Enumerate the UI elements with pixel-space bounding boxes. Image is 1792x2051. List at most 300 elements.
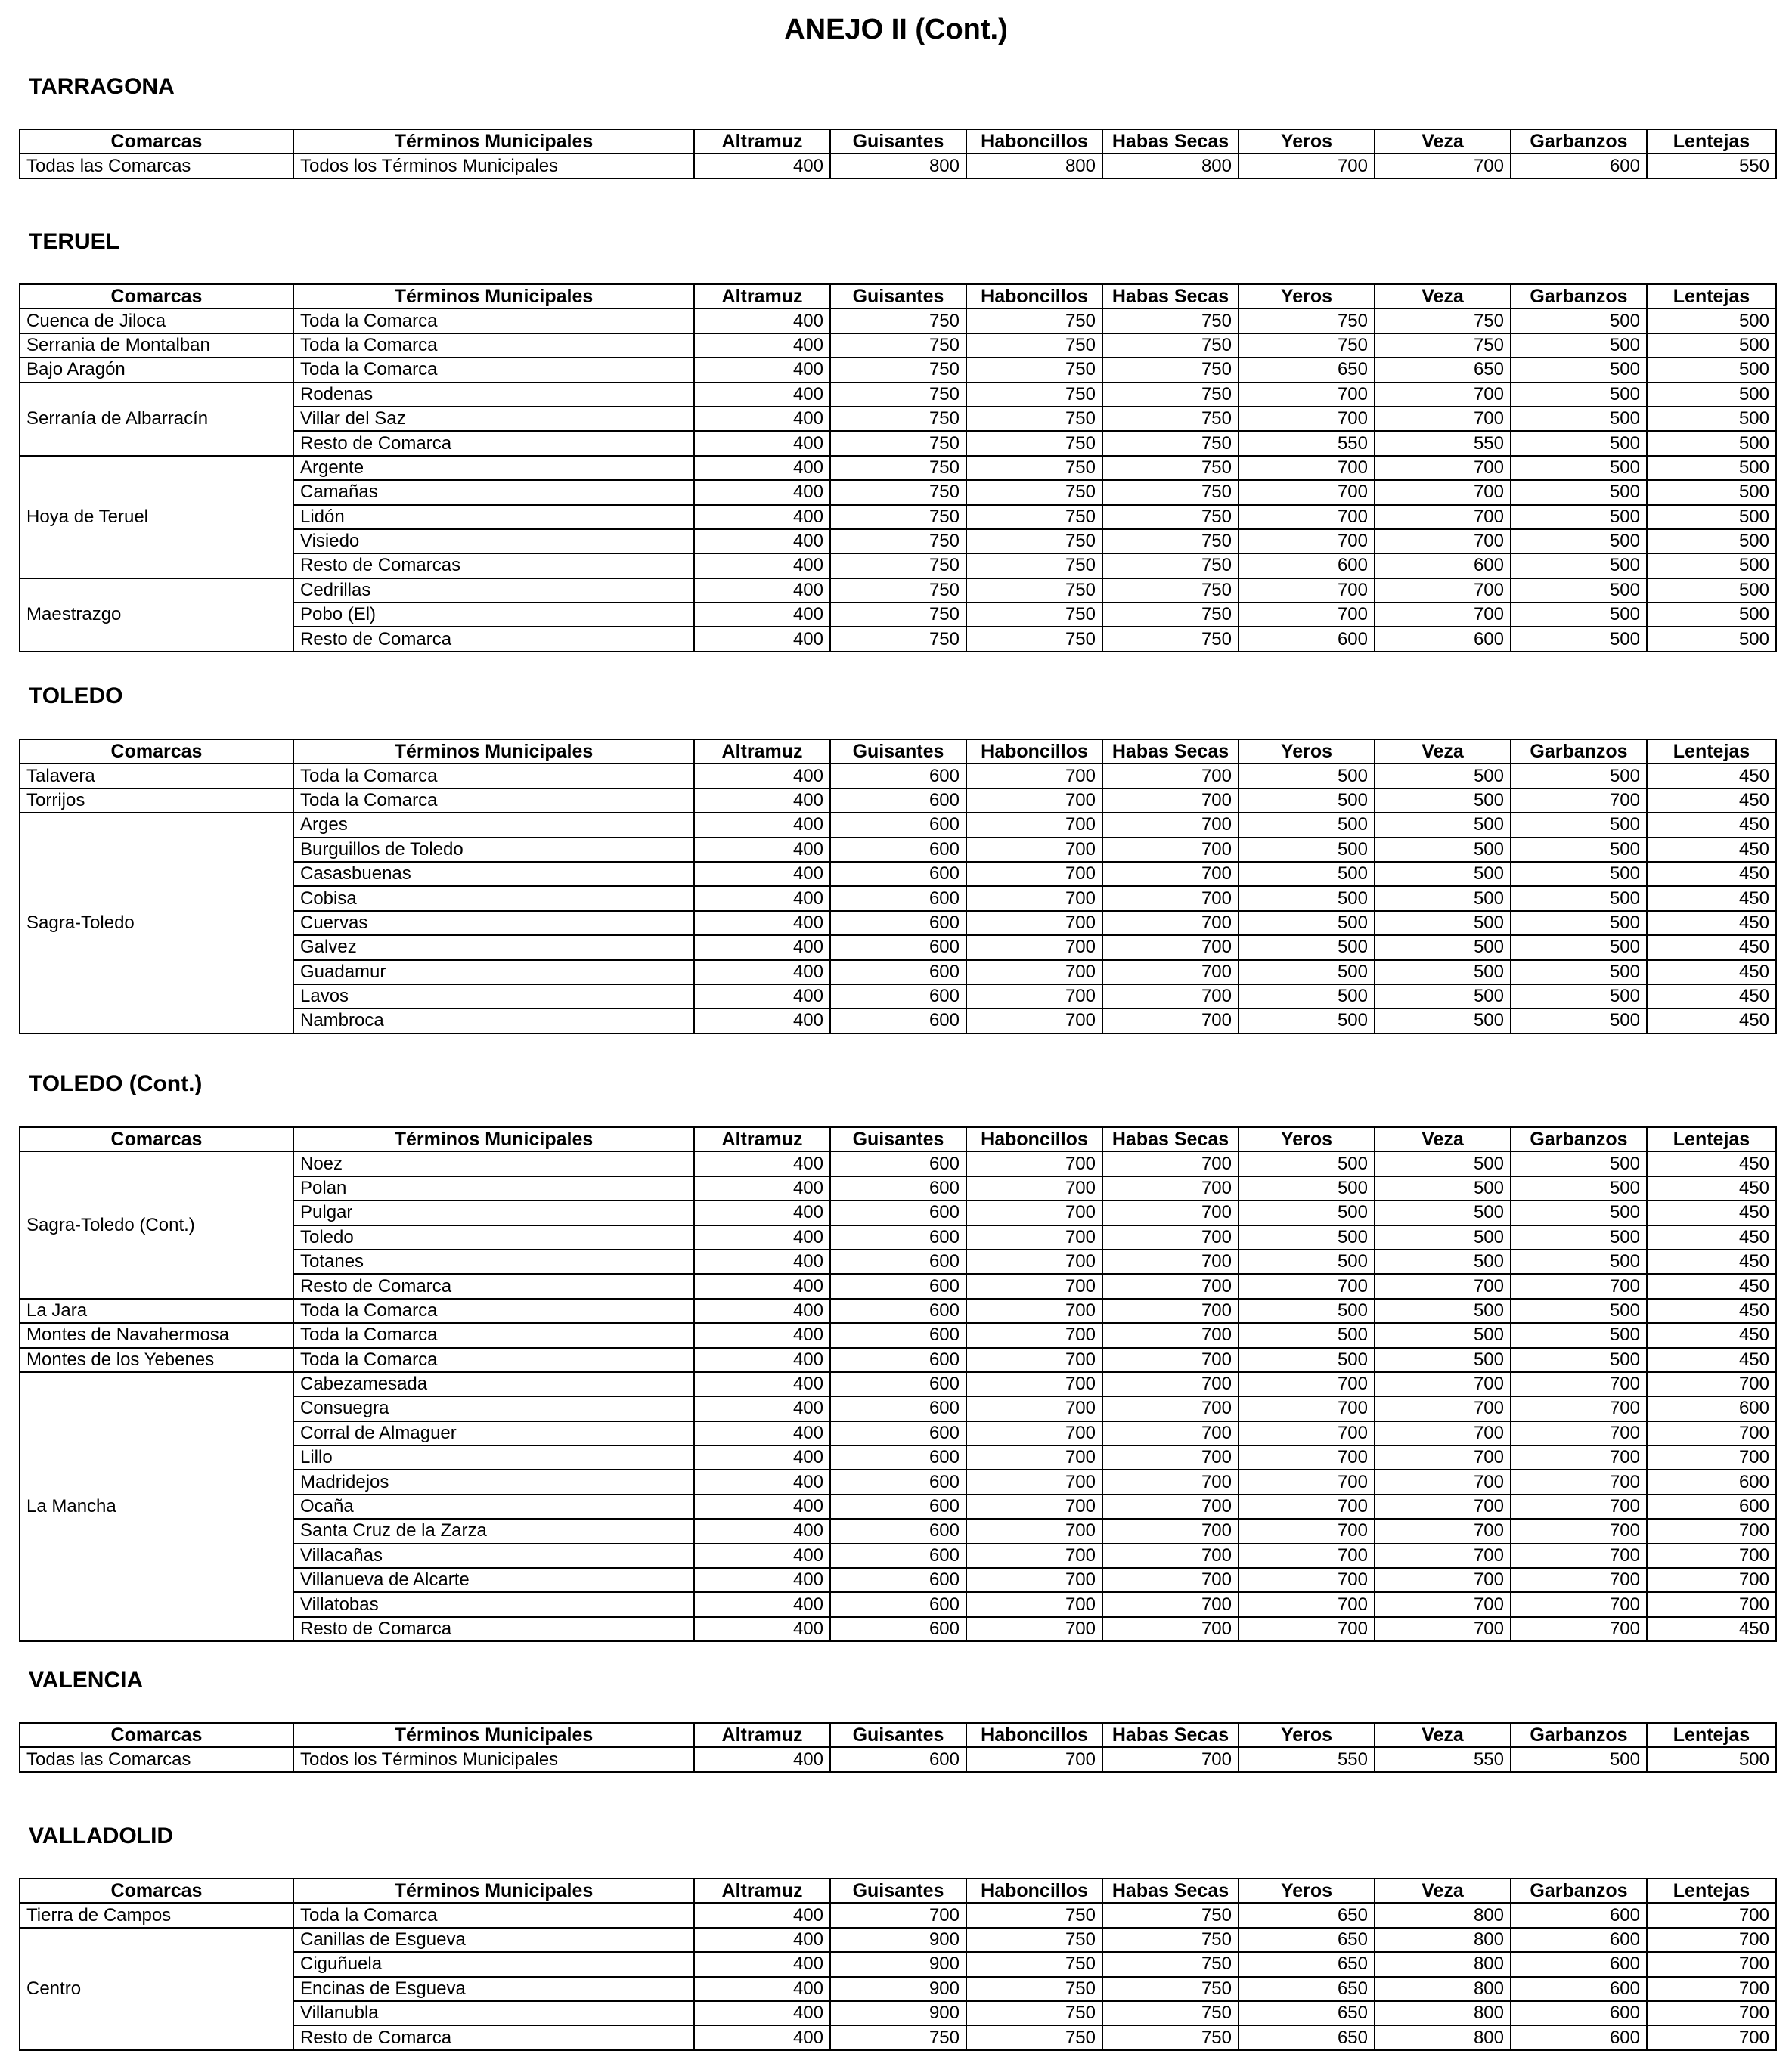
municipio-cell: Totanes	[293, 1250, 694, 1274]
value-cell: 500	[1511, 553, 1647, 578]
value-cell: 400	[694, 505, 830, 529]
column-header-habas-secas: Habas Secas	[1102, 1127, 1239, 1151]
value-cell: 600	[830, 1519, 966, 1543]
value-cell: 600	[1511, 1977, 1647, 2001]
value-cell: 500	[1239, 788, 1375, 813]
value-cell: 700	[830, 1903, 966, 1927]
value-cell: 750	[830, 529, 966, 553]
column-header-t-rminos-municipales: Términos Municipales	[293, 129, 694, 153]
value-cell: 400	[694, 456, 830, 480]
column-header-haboncillos: Haboncillos	[966, 739, 1102, 764]
value-cell: 700	[1239, 456, 1375, 480]
value-cell: 750	[1102, 431, 1239, 455]
value-cell: 500	[1375, 886, 1511, 910]
value-cell: 800	[1375, 2001, 1511, 2025]
value-cell: 700	[1102, 1151, 1239, 1176]
value-cell: 400	[694, 1396, 830, 1421]
value-cell: 450	[1647, 1274, 1776, 1298]
value-cell: 400	[694, 1903, 830, 1927]
value-cell: 600	[830, 1176, 966, 1201]
value-cell: 500	[1511, 838, 1647, 862]
value-cell: 750	[1102, 627, 1239, 651]
value-cell: 700	[966, 1372, 1102, 1396]
value-cell: 400	[694, 1176, 830, 1201]
value-cell: 600	[830, 1421, 966, 1445]
municipio-cell: Galvez	[293, 935, 694, 959]
value-cell: 700	[1102, 1445, 1239, 1470]
value-cell: 400	[694, 984, 830, 1008]
value-cell: 500	[1239, 1201, 1375, 1225]
table-row	[20, 1372, 1776, 1396]
table-row	[20, 456, 1776, 480]
value-cell: 900	[830, 2001, 966, 2025]
table-tarragona	[19, 129, 1777, 179]
column-header-comarcas: Comarcas	[20, 739, 293, 764]
value-cell: 800	[830, 153, 966, 178]
value-cell: 750	[1375, 333, 1511, 358]
value-cell: 650	[1239, 1928, 1375, 1952]
value-cell: 750	[1102, 529, 1239, 553]
value-cell: 700	[1239, 153, 1375, 178]
value-cell: 700	[1239, 1544, 1375, 1568]
value-cell: 450	[1647, 1008, 1776, 1033]
value-cell: 700	[1511, 1372, 1647, 1396]
value-cell: 700	[1375, 383, 1511, 407]
value-cell: 750	[1102, 505, 1239, 529]
column-header-haboncillos: Haboncillos	[966, 1127, 1102, 1151]
column-header-yeros: Yeros	[1239, 739, 1375, 764]
value-cell: 600	[830, 1372, 966, 1396]
value-cell: 700	[1239, 578, 1375, 603]
comarca-cell: Hoya de Teruel	[20, 456, 293, 578]
column-header-altramuz: Altramuz	[694, 1723, 830, 1747]
column-header-habas-secas: Habas Secas	[1102, 129, 1239, 153]
value-cell: 750	[966, 1952, 1102, 1976]
value-cell: 400	[694, 764, 830, 788]
value-cell: 750	[1102, 1977, 1239, 2001]
municipio-cell: Villar del Saz	[293, 407, 694, 431]
value-cell: 500	[1511, 1008, 1647, 1033]
value-cell: 500	[1375, 984, 1511, 1008]
value-cell: 700	[1102, 1299, 1239, 1323]
value-cell: 700	[1102, 1201, 1239, 1225]
value-cell: 700	[1647, 1952, 1776, 1976]
municipio-cell: Polan	[293, 1176, 694, 1201]
value-cell: 700	[1375, 1445, 1511, 1470]
column-header-lentejas: Lentejas	[1647, 129, 1776, 153]
value-cell: 500	[1511, 529, 1647, 553]
value-cell: 750	[966, 456, 1102, 480]
value-cell: 750	[1102, 1928, 1239, 1952]
value-cell: 500	[1647, 578, 1776, 603]
value-cell: 600	[830, 813, 966, 837]
municipio-cell: Cabezamesada	[293, 1372, 694, 1396]
municipio-cell: Guadamur	[293, 960, 694, 984]
value-cell: 500	[1511, 1299, 1647, 1323]
value-cell: 450	[1647, 1225, 1776, 1250]
value-cell: 750	[830, 383, 966, 407]
column-header-veza: Veza	[1375, 284, 1511, 308]
municipio-cell: Santa Cruz de la Zarza	[293, 1519, 694, 1543]
value-cell: 700	[1375, 1568, 1511, 1592]
value-cell: 400	[694, 1977, 830, 2001]
value-cell: 700	[1102, 1348, 1239, 1372]
value-cell: 700	[1102, 886, 1239, 910]
value-cell: 650	[1239, 1977, 1375, 2001]
value-cell: 700	[1375, 578, 1511, 603]
table-row	[20, 1348, 1776, 1372]
column-header-veza: Veza	[1375, 1127, 1511, 1151]
value-cell: 500	[1511, 383, 1647, 407]
value-cell: 400	[694, 1928, 830, 1952]
value-cell: 700	[1239, 529, 1375, 553]
value-cell: 700	[1375, 1396, 1511, 1421]
value-cell: 450	[1647, 886, 1776, 910]
value-cell: 500	[1239, 984, 1375, 1008]
value-cell: 400	[694, 1568, 830, 1592]
municipio-cell: Ciguñuela	[293, 1952, 694, 1976]
value-cell: 700	[1102, 813, 1239, 837]
value-cell: 700	[1102, 1274, 1239, 1298]
value-cell: 500	[1375, 1299, 1511, 1323]
value-cell: 600	[830, 764, 966, 788]
value-cell: 400	[694, 1470, 830, 1494]
value-cell: 700	[1102, 935, 1239, 959]
section-title-valladolid: VALLADOLID	[29, 1823, 174, 1848]
value-cell: 400	[694, 1544, 830, 1568]
value-cell: 500	[1511, 1348, 1647, 1372]
value-cell: 700	[1375, 1372, 1511, 1396]
value-cell: 700	[966, 1519, 1102, 1543]
column-header-yeros: Yeros	[1239, 1127, 1375, 1151]
table-row	[20, 1299, 1776, 1323]
value-cell: 600	[1511, 2001, 1647, 2025]
value-cell: 700	[1647, 1445, 1776, 1470]
municipio-cell: Toda la Comarca	[293, 1348, 694, 1372]
value-cell: 600	[1647, 1495, 1776, 1519]
value-cell: 750	[966, 627, 1102, 651]
value-cell: 800	[1375, 1903, 1511, 1927]
value-cell: 600	[830, 984, 966, 1008]
value-cell: 700	[966, 1495, 1102, 1519]
column-header-lentejas: Lentejas	[1647, 739, 1776, 764]
header-row	[20, 739, 1776, 764]
value-cell: 800	[1102, 153, 1239, 178]
value-cell: 700	[1102, 984, 1239, 1008]
column-header-comarcas: Comarcas	[20, 1127, 293, 1151]
value-cell: 500	[1647, 383, 1776, 407]
column-header-garbanzos: Garbanzos	[1511, 1879, 1647, 1903]
value-cell: 750	[966, 1903, 1102, 1927]
value-cell: 450	[1647, 911, 1776, 935]
value-cell: 750	[966, 603, 1102, 627]
value-cell: 750	[1102, 383, 1239, 407]
value-cell: 700	[966, 1445, 1102, 1470]
value-cell: 500	[1375, 1201, 1511, 1225]
value-cell: 500	[1511, 1323, 1647, 1347]
municipio-cell: Cobisa	[293, 886, 694, 910]
value-cell: 750	[966, 407, 1102, 431]
value-cell: 500	[1647, 529, 1776, 553]
value-cell: 600	[830, 862, 966, 886]
value-cell: 400	[694, 603, 830, 627]
value-cell: 500	[1511, 911, 1647, 935]
value-cell: 800	[1375, 1952, 1511, 1976]
municipio-cell: Resto de Comarca	[293, 627, 694, 651]
value-cell: 500	[1647, 505, 1776, 529]
value-cell: 450	[1647, 1617, 1776, 1641]
value-cell: 750	[966, 505, 1102, 529]
value-cell: 750	[966, 358, 1102, 382]
value-cell: 500	[1647, 553, 1776, 578]
value-cell: 500	[1375, 1176, 1511, 1201]
value-cell: 700	[1511, 1617, 1647, 1641]
column-header-habas-secas: Habas Secas	[1102, 1723, 1239, 1747]
municipio-cell: Todos los Términos Municipales	[293, 153, 694, 178]
column-header-t-rminos-municipales: Términos Municipales	[293, 1127, 694, 1151]
value-cell: 400	[694, 911, 830, 935]
value-cell: 600	[830, 1568, 966, 1592]
value-cell: 400	[694, 935, 830, 959]
value-cell: 700	[966, 862, 1102, 886]
value-cell: 500	[1239, 813, 1375, 837]
value-cell: 400	[694, 813, 830, 837]
value-cell: 500	[1239, 1250, 1375, 1274]
municipio-cell: Lillo	[293, 1445, 694, 1470]
value-cell: 400	[694, 578, 830, 603]
value-cell: 450	[1647, 1299, 1776, 1323]
section-title-tarragona: TARRAGONA	[29, 74, 175, 99]
value-cell: 700	[966, 1201, 1102, 1225]
column-header-guisantes: Guisantes	[830, 739, 966, 764]
value-cell: 400	[694, 1952, 830, 1976]
column-header-habas-secas: Habas Secas	[1102, 284, 1239, 308]
comarca-cell: Todas las Comarcas	[20, 153, 293, 178]
value-cell: 550	[1239, 1747, 1375, 1771]
value-cell: 700	[1102, 838, 1239, 862]
value-cell: 700	[1102, 960, 1239, 984]
municipio-cell: Toda la Comarca	[293, 764, 694, 788]
municipio-cell: Pobo (El)	[293, 603, 694, 627]
value-cell: 700	[1647, 1544, 1776, 1568]
value-cell: 700	[1511, 1274, 1647, 1298]
value-cell: 500	[1375, 1008, 1511, 1033]
value-cell: 900	[830, 1977, 966, 2001]
value-cell: 700	[1102, 1592, 1239, 1616]
value-cell: 700	[1102, 1747, 1239, 1771]
header-row	[20, 1127, 1776, 1151]
value-cell: 400	[694, 1445, 830, 1470]
table-row	[20, 333, 1776, 358]
column-header-comarcas: Comarcas	[20, 129, 293, 153]
value-cell: 700	[1647, 1421, 1776, 1445]
value-cell: 700	[966, 1151, 1102, 1176]
column-header-altramuz: Altramuz	[694, 284, 830, 308]
value-cell: 700	[1102, 1495, 1239, 1519]
column-header-garbanzos: Garbanzos	[1511, 739, 1647, 764]
value-cell: 500	[1239, 764, 1375, 788]
value-cell: 600	[830, 911, 966, 935]
comarca-cell: Bajo Aragón	[20, 358, 293, 382]
value-cell: 400	[694, 1323, 830, 1347]
value-cell: 450	[1647, 960, 1776, 984]
municipio-cell: Toda la Comarca	[293, 308, 694, 333]
value-cell: 500	[1647, 333, 1776, 358]
document-title: ANEJO II (Cont.)	[784, 14, 1008, 45]
value-cell: 900	[830, 1952, 966, 1976]
value-cell: 500	[1375, 838, 1511, 862]
value-cell: 750	[830, 333, 966, 358]
value-cell: 500	[1511, 1201, 1647, 1225]
value-cell: 750	[830, 505, 966, 529]
value-cell: 450	[1647, 813, 1776, 837]
value-cell: 700	[1647, 2025, 1776, 2049]
value-cell: 800	[1375, 1977, 1511, 2001]
value-cell: 700	[1647, 1903, 1776, 1927]
value-cell: 400	[694, 1201, 830, 1225]
value-cell: 700	[1239, 603, 1375, 627]
value-cell: 750	[830, 308, 966, 333]
column-header-lentejas: Lentejas	[1647, 1127, 1776, 1151]
value-cell: 500	[1511, 764, 1647, 788]
value-cell: 700	[1102, 1568, 1239, 1592]
municipio-cell: Toda la Comarca	[293, 788, 694, 813]
municipio-cell: Todos los Términos Municipales	[293, 1747, 694, 1771]
value-cell: 500	[1511, 1176, 1647, 1201]
value-cell: 500	[1375, 788, 1511, 813]
value-cell: 500	[1647, 480, 1776, 504]
value-cell: 500	[1239, 886, 1375, 910]
value-cell: 700	[1239, 480, 1375, 504]
value-cell: 500	[1511, 627, 1647, 651]
value-cell: 800	[1375, 2025, 1511, 2049]
column-header-veza: Veza	[1375, 129, 1511, 153]
value-cell: 400	[694, 2001, 830, 2025]
value-cell: 450	[1647, 1323, 1776, 1347]
value-cell: 700	[966, 1323, 1102, 1347]
value-cell: 700	[966, 1250, 1102, 1274]
value-cell: 700	[1102, 1544, 1239, 1568]
value-cell: 700	[966, 1421, 1102, 1445]
value-cell: 500	[1511, 1250, 1647, 1274]
value-cell: 600	[1511, 1928, 1647, 1952]
value-cell: 700	[1102, 1421, 1239, 1445]
value-cell: 400	[694, 1519, 830, 1543]
value-cell: 700	[1239, 1495, 1375, 1519]
value-cell: 400	[694, 1151, 830, 1176]
value-cell: 600	[830, 1274, 966, 1298]
value-cell: 400	[694, 1747, 830, 1771]
value-cell: 750	[966, 529, 1102, 553]
value-cell: 600	[830, 1617, 966, 1641]
value-cell: 750	[1102, 407, 1239, 431]
value-cell: 750	[830, 578, 966, 603]
value-cell: 700	[966, 813, 1102, 837]
value-cell: 600	[1239, 553, 1375, 578]
value-cell: 600	[830, 1747, 966, 1771]
value-cell: 400	[694, 407, 830, 431]
value-cell: 700	[966, 984, 1102, 1008]
municipio-cell: Villatobas	[293, 1592, 694, 1616]
value-cell: 500	[1239, 1151, 1375, 1176]
value-cell: 650	[1375, 358, 1511, 382]
value-cell: 400	[694, 838, 830, 862]
column-header-altramuz: Altramuz	[694, 129, 830, 153]
municipio-cell: Toda la Comarca	[293, 1903, 694, 1927]
value-cell: 450	[1647, 1348, 1776, 1372]
column-header-garbanzos: Garbanzos	[1511, 129, 1647, 153]
value-cell: 700	[1375, 407, 1511, 431]
column-header-comarcas: Comarcas	[20, 1879, 293, 1903]
value-cell: 600	[830, 1008, 966, 1033]
municipio-cell: Villanueva de Alcarte	[293, 1568, 694, 1592]
value-cell: 500	[1239, 1008, 1375, 1033]
comarca-cell: Centro	[20, 1928, 293, 2050]
value-cell: 400	[694, 431, 830, 455]
value-cell: 750	[830, 358, 966, 382]
value-cell: 500	[1375, 862, 1511, 886]
value-cell: 500	[1511, 1151, 1647, 1176]
value-cell: 700	[1511, 1519, 1647, 1543]
value-cell: 700	[1647, 1928, 1776, 1952]
column-header-yeros: Yeros	[1239, 1723, 1375, 1747]
value-cell: 750	[1102, 578, 1239, 603]
municipio-cell: Toledo	[293, 1225, 694, 1250]
value-cell: 600	[1511, 1903, 1647, 1927]
value-cell: 500	[1239, 862, 1375, 886]
table-row	[20, 1151, 1776, 1176]
value-cell: 700	[966, 1747, 1102, 1771]
value-cell: 400	[694, 1008, 830, 1033]
value-cell: 700	[1102, 788, 1239, 813]
value-cell: 450	[1647, 984, 1776, 1008]
section-title-toledo-cont: TOLEDO (Cont.)	[29, 1071, 203, 1096]
table-row	[20, 813, 1776, 837]
value-cell: 700	[1239, 505, 1375, 529]
value-cell: 700	[1239, 1274, 1375, 1298]
table-row	[20, 764, 1776, 788]
value-cell: 500	[1511, 578, 1647, 603]
column-header-lentejas: Lentejas	[1647, 1879, 1776, 1903]
municipio-cell: Noez	[293, 1151, 694, 1176]
column-header-garbanzos: Garbanzos	[1511, 1723, 1647, 1747]
value-cell: 700	[1511, 788, 1647, 813]
table-row	[20, 1903, 1776, 1927]
column-header-haboncillos: Haboncillos	[966, 1879, 1102, 1903]
value-cell: 600	[830, 1396, 966, 1421]
comarca-cell: Talavera	[20, 764, 293, 788]
value-cell: 700	[966, 1544, 1102, 1568]
section-title-valencia: VALENCIA	[29, 1668, 144, 1693]
value-cell: 700	[1375, 480, 1511, 504]
value-cell: 500	[1239, 1323, 1375, 1347]
municipio-cell: Ocaña	[293, 1495, 694, 1519]
municipio-cell: Villacañas	[293, 1544, 694, 1568]
value-cell: 500	[1647, 431, 1776, 455]
value-cell: 500	[1239, 1176, 1375, 1201]
value-cell: 600	[830, 1445, 966, 1470]
municipio-cell: Visiedo	[293, 529, 694, 553]
value-cell: 400	[694, 1421, 830, 1445]
value-cell: 500	[1375, 813, 1511, 837]
value-cell: 700	[1239, 1470, 1375, 1494]
value-cell: 500	[1511, 862, 1647, 886]
municipio-cell: Resto de Comarca	[293, 2025, 694, 2049]
value-cell: 700	[1102, 911, 1239, 935]
value-cell: 600	[830, 1323, 966, 1347]
value-cell: 600	[830, 935, 966, 959]
value-cell: 700	[1511, 1396, 1647, 1421]
